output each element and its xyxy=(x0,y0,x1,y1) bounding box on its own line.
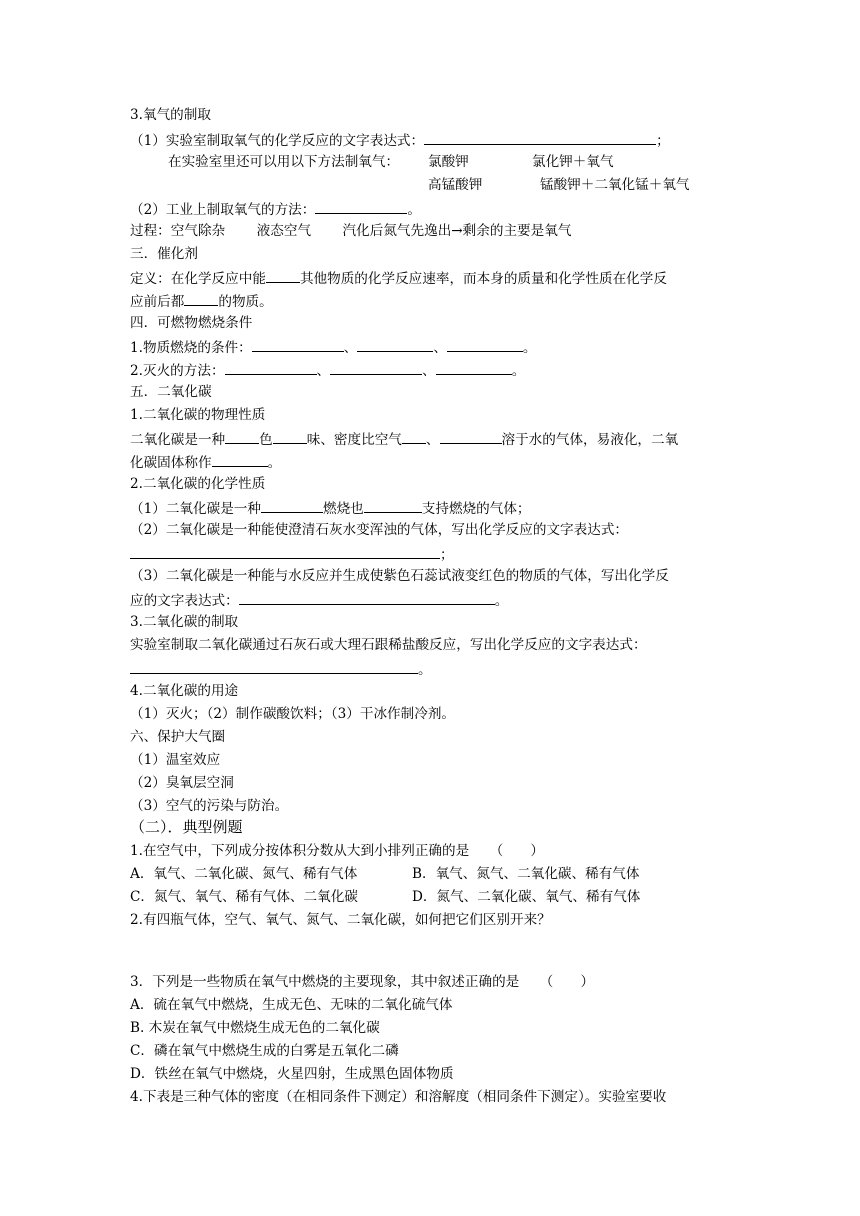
co2-prep-heading: 3.二氧化碳的制取 xyxy=(130,614,239,630)
catalyst-def-part: 的物质。 xyxy=(218,294,273,310)
period: 。 xyxy=(511,363,526,379)
co2-chemical-item2-answer xyxy=(130,544,454,564)
period: 。 xyxy=(522,340,537,356)
example-q3-option-c: C．磷在氧气中燃烧生成的白雾是五氧化二磷 xyxy=(130,1043,399,1059)
co2-chemical-item3-line2 xyxy=(130,590,508,610)
answer-blank xyxy=(266,268,300,283)
answer-blank xyxy=(447,337,523,352)
period: 。 xyxy=(494,593,509,609)
catalyst-definition-line1 xyxy=(130,268,667,288)
co2-chemical-item3-line1: （3）二氧化碳是一种能与水反应并生成使紫色石蕊试液变红色的物质的气体，写出化学反 xyxy=(130,568,669,584)
co2-chem-part: （1）二氧化碳是一种 xyxy=(130,501,261,517)
separator: 、 xyxy=(343,340,358,356)
answer-blank xyxy=(252,337,344,352)
co2-prep-answer xyxy=(130,659,432,679)
answer-blank xyxy=(424,130,656,145)
example-q1-option-d: D．氮气、二氧化碳、氧气、稀有气体 xyxy=(412,889,641,905)
answer-blank xyxy=(436,360,512,375)
reaction1-left: 氯酸钾 xyxy=(428,154,469,170)
catalyst-def-part: 应前后都 xyxy=(130,294,185,310)
alt-methods-text: 在实验室里还可以用以下方法制氧气： xyxy=(168,154,400,170)
co2-prep-text: 实验室制取二氧化碳通过石灰石或大理石跟稀盐酸反应，写出化学反应的文字表达式： xyxy=(130,637,647,653)
catalyst-heading: 三．催化剂 xyxy=(130,246,198,262)
answer-blank xyxy=(239,590,495,605)
co2-chem-part: 支持燃烧的气体； xyxy=(421,501,531,517)
atmosphere-item-2: （2）臭氧层空洞 xyxy=(130,775,234,791)
answer-blank xyxy=(330,360,422,375)
combustion-cond-prefix: 1.物质燃烧的条件： xyxy=(130,340,252,356)
oxygen-q2-prefix: （2）工业上制取氧气的方法： xyxy=(130,202,316,218)
co2-physical-line2 xyxy=(130,452,281,472)
co2-phys-part: 二氧化碳是一种 xyxy=(130,432,226,448)
oxygen-q1-suffix: ； xyxy=(656,133,670,149)
co2-phys-part: 。 xyxy=(267,455,282,471)
oxygen-q1-line xyxy=(130,130,670,150)
example-q1-option-a: A．氧气、二氧化碳、氮气、稀有气体 xyxy=(130,866,358,882)
co2-heading: 五．二氧化碳 xyxy=(130,384,212,400)
co2-phys-part: 溶于水的气体，易液化，二氧 xyxy=(501,432,679,448)
combustion-heading: 四．可燃物燃烧条件 xyxy=(130,315,253,331)
co2-phys-part: 、 xyxy=(425,432,440,448)
co2-phys-part: 味、密度比空气 xyxy=(306,432,402,448)
answer-blank xyxy=(440,429,502,444)
co2-phys-part: 化碳固体称作 xyxy=(130,455,212,471)
answer-blank xyxy=(357,337,433,352)
example-q3: 3．下列是一些物质在氧气中燃烧的主要现象，其中叙述正确的是 （ ） xyxy=(130,974,595,990)
example-q3-option-b: B. 木炭在氧气中燃烧生成无色的二氧化碳 xyxy=(130,1020,380,1036)
answer-blank xyxy=(315,199,407,214)
answer-blank xyxy=(273,429,307,444)
atmosphere-item-3: （3）空气的污染与防治。 xyxy=(130,798,289,814)
answer-blank xyxy=(130,659,418,674)
oxygen-q2-suffix: 。 xyxy=(407,202,421,218)
example-q1: 1.在空气中，下列成分按体积分数从大到小排列正确的是 （ ） xyxy=(130,843,544,859)
example-q4: 4.下表是三种气体的密度（在相同条件下测定）和溶解度（相同条件下测定）。实验室要收 xyxy=(130,1089,667,1105)
co2-chem-part: 燃烧也 xyxy=(323,501,364,517)
example-q2: 2.有四瓶气体，空气、氧气、氮气、二氧化碳，如何把它们区别开来？ xyxy=(130,912,551,928)
answer-blank xyxy=(225,429,259,444)
separator: 、 xyxy=(316,363,331,379)
oxygen-process-text: 过程：空气除杂 液态空气 汽化后氮气先逸出→剩余的主要是氧气 xyxy=(130,223,572,239)
separator: 、 xyxy=(422,363,436,379)
example-q3-option-d: D．铁丝在氧气中燃烧，火星四射，生成黑色固体物质 xyxy=(130,1066,454,1082)
catalyst-def-part: 定义：在化学反应中能 xyxy=(130,271,266,287)
semicolon: ； xyxy=(440,547,454,563)
atmosphere-item-1: （1）温室效应 xyxy=(130,752,221,768)
period: 。 xyxy=(418,662,432,678)
atmosphere-heading: 六、保护大气圈 xyxy=(130,729,226,745)
example-q3-option-a: A．硫在氧气中燃烧，生成无色、无味的二氧化硫气体 xyxy=(130,997,453,1013)
extinguish-prefix: 2.灭火的方法： xyxy=(130,363,225,379)
oxygen-prep-heading: 3.氧气的制取 xyxy=(130,107,211,123)
oxygen-q1-prefix: （1）实验室制取氧气的化学反应的文字表达式： xyxy=(130,133,425,149)
co2-chemical-item2: （2）二氧化碳是一种能使澄清石灰水变浑浊的气体，写出化学反应的文字表达式： xyxy=(130,522,629,538)
catalyst-definition-line2 xyxy=(130,291,273,311)
oxygen-q2-line xyxy=(130,199,421,219)
co2-phys-part: 色 xyxy=(259,432,273,448)
co2-physical-heading: 1.二氧化碳的物理性质 xyxy=(130,407,266,423)
answer-blank xyxy=(184,291,218,306)
co2-chem-part: 应的文字表达式： xyxy=(130,593,239,609)
answer-blank xyxy=(364,498,422,513)
reaction2-right: 锰酸钾＋二氧化锰＋氧气 xyxy=(540,177,690,193)
co2-use-heading: 4.二氧化碳的用途 xyxy=(130,683,239,699)
reaction2-left: 高锰酸钾 xyxy=(428,177,483,193)
co2-use-text: （1）灭火；（2）制作碳酸饮料；（3）干冰作制冷剂。 xyxy=(130,706,456,722)
answer-blank xyxy=(130,544,440,559)
answer-blank xyxy=(212,452,268,467)
combustion-conditions-line xyxy=(130,337,537,357)
answer-blank xyxy=(225,360,317,375)
co2-chemical-heading: 2.二氧化碳的化学性质 xyxy=(130,476,266,492)
catalyst-def-part: 其他物质的化学反应速率，而本身的质量和化学性质在化学反 xyxy=(299,271,667,287)
answer-blank xyxy=(261,498,323,513)
co2-chemical-item1 xyxy=(130,498,531,518)
examples-heading: （二）．典型例题 xyxy=(130,818,243,836)
example-q1-option-c: C．氮气、氧气、稀有气体、二氧化碳 xyxy=(130,889,358,905)
answer-blank xyxy=(402,429,426,444)
example-q1-option-b: B．氧气、氮气、二氧化碳、稀有气体 xyxy=(412,866,640,882)
co2-physical-line1 xyxy=(130,429,678,449)
extinguish-methods-line xyxy=(130,360,525,380)
separator: 、 xyxy=(433,340,447,356)
reaction1-right: 氯化钾＋氧气 xyxy=(532,154,614,170)
